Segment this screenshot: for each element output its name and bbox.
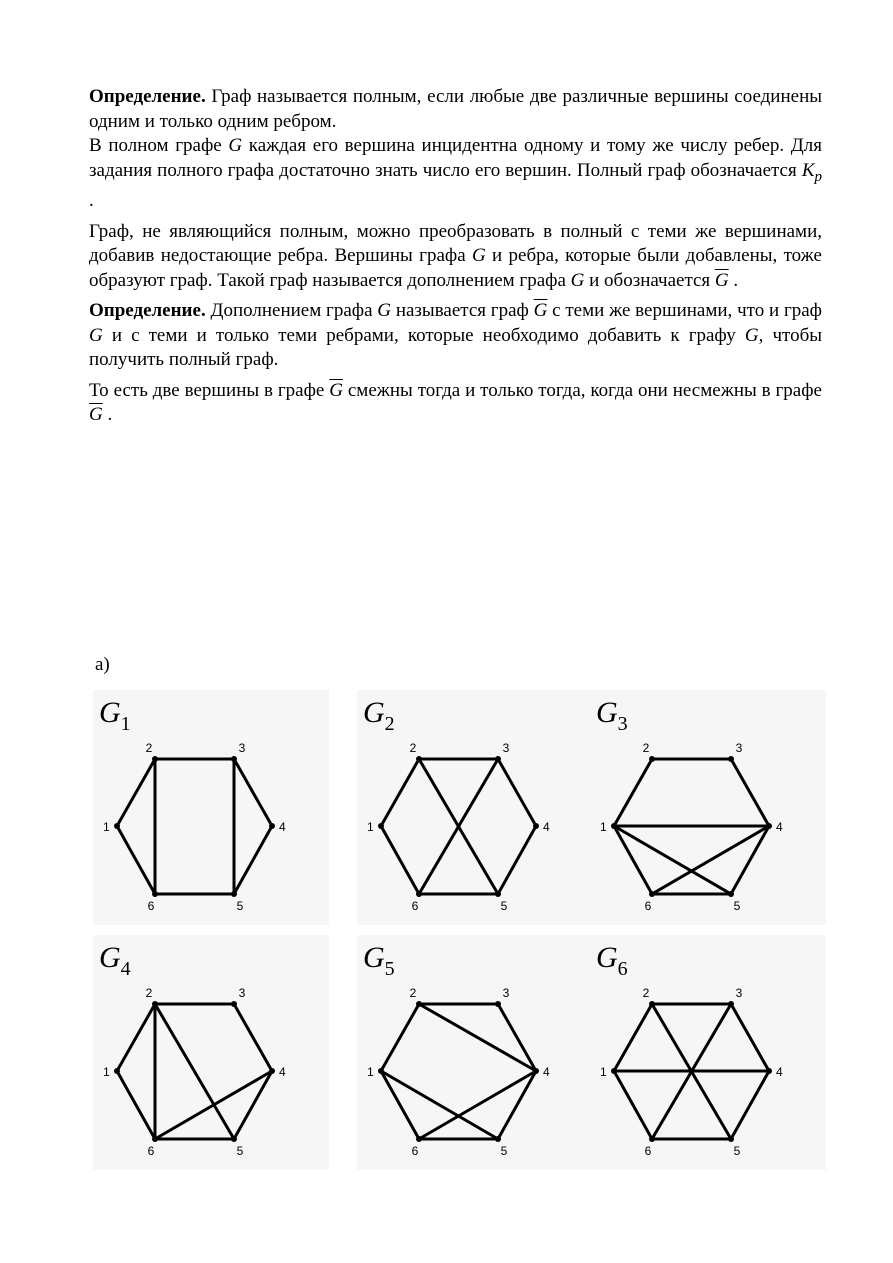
graph-title-index: 2	[384, 713, 395, 735]
graph-vertex-1	[114, 1068, 120, 1074]
vertex-label-6: 6	[644, 899, 652, 913]
vertex-label-4: 4	[776, 820, 783, 834]
text-span: каждая его вершина инцидентна одному и тому же числу ребер. Для задания полного графа достаточно знать число его вершин. Полный граф обозначается	[89, 135, 822, 181]
text-span: .	[102, 404, 113, 425]
text-span: с теми же вершинами, что и граф	[547, 300, 822, 321]
math-symbol-overline: $\overline{G}$	[714, 269, 729, 291]
graph-edge-6-1	[117, 1071, 155, 1139]
text-span: , чтобы получить полный граф.	[89, 324, 822, 370]
graph-vertex-5	[728, 891, 734, 897]
paragraph-complete-graph-definition	[89, 85, 822, 134]
text-span: и ребра, которые были добавлены, тоже образуют граф. Такой граф называется дополнением графа	[89, 245, 822, 291]
graph-edge-3-4	[234, 1004, 272, 1071]
math-symbol: G	[228, 135, 243, 156]
definition-heading: Определение.	[89, 86, 206, 107]
vertex-label-2: 2	[409, 741, 417, 755]
graph-drawing	[590, 935, 826, 1170]
graph-title-letter: G	[99, 941, 121, 974]
vertex-label-2: 2	[145, 986, 153, 1000]
math-symbol: G	[570, 269, 585, 291]
vertex-label-3: 3	[502, 986, 510, 1000]
text-span: и обозначается	[584, 269, 715, 291]
vertex-label-4: 4	[543, 1065, 550, 1079]
graph-edge-3-4	[731, 759, 769, 826]
text-span: и с теми и только теми ребрами, которые необходимо добавить к графу	[102, 324, 745, 346]
text-span: То есть две вершины в графе	[89, 379, 330, 401]
paragraph-complement-definition	[89, 299, 822, 373]
graph-vertex-3	[495, 1001, 501, 1007]
graph-vertex-4	[766, 823, 772, 829]
graph-title-index: 3	[617, 713, 628, 735]
vertex-label-1: 1	[367, 820, 374, 834]
vertex-label-6: 6	[147, 1144, 155, 1158]
vertex-label-4: 4	[543, 820, 550, 834]
graph-panel-1	[93, 690, 329, 925]
vertex-label-2: 2	[409, 986, 417, 1000]
vertex-label-5: 5	[500, 899, 508, 913]
vertex-label-1: 1	[103, 1065, 110, 1079]
graph-vertex-3	[231, 1001, 237, 1007]
graph-vertex-4	[269, 1068, 275, 1074]
figure-label: а)	[95, 654, 110, 675]
graph-edge-1-2	[381, 1004, 419, 1071]
graph-edge-1-2	[614, 1004, 652, 1071]
graph-drawing	[93, 690, 329, 925]
graph-edge-1-2	[117, 1004, 155, 1071]
graph-vertex-5	[728, 1136, 734, 1142]
graph-edge-1-2	[614, 759, 652, 826]
graph-vertex-2	[649, 756, 655, 762]
graph-vertex-3	[728, 756, 734, 762]
graph-vertex-4	[533, 823, 539, 829]
graph-edge-4-5	[498, 826, 536, 894]
graph-title-letter: G	[363, 696, 385, 729]
definition-heading: Определение.	[89, 300, 206, 321]
graph-edge-3-4	[731, 1004, 769, 1071]
vertex-label-4: 4	[776, 1065, 783, 1079]
graph-vertex-1	[114, 823, 120, 829]
graph-vertex-3	[728, 1001, 734, 1007]
graph-vertex-1	[378, 1068, 384, 1074]
text-span: называется граф	[391, 300, 534, 321]
graph-edge-3-4	[498, 759, 536, 826]
vertex-label-5: 5	[236, 1144, 244, 1158]
text-span: смежны тогда и только тогда, когда они несмежны в графе	[342, 379, 822, 401]
vertex-label-6: 6	[411, 899, 419, 913]
graph-vertex-6	[649, 1136, 655, 1142]
graph-title-index: 5	[384, 958, 395, 980]
text-span: В полном графе	[89, 135, 229, 156]
graph-vertex-6	[416, 1136, 422, 1142]
vertex-label-5: 5	[733, 899, 741, 913]
graph-edge-1-2	[381, 759, 419, 826]
graph-vertex-5	[231, 1136, 237, 1142]
math-symbol: G	[89, 324, 103, 346]
vertex-label-3: 3	[735, 986, 743, 1000]
math-symbol: K	[801, 159, 815, 181]
vertex-label-1: 1	[600, 1065, 607, 1079]
graph-edge-3-4	[234, 759, 272, 826]
definition-text	[89, 85, 822, 434]
graph-title-letter: G	[363, 941, 385, 974]
math-symbol-overline: $\overline{G}$	[533, 300, 548, 321]
math-symbol-overline: $\overline{G}$	[89, 404, 103, 425]
graph-vertex-2	[416, 756, 422, 762]
math-symbol: G	[471, 245, 486, 266]
graph-vertex-5	[495, 891, 501, 897]
vertex-label-6: 6	[147, 899, 155, 913]
math-subscript: p	[814, 168, 822, 185]
math-symbol-overline: $\overline{G}$	[329, 379, 343, 401]
graph-edge-4-5	[234, 826, 272, 894]
graph-vertex-1	[378, 823, 384, 829]
graph-title-index: 1	[120, 713, 131, 735]
vertex-label-4: 4	[279, 1065, 286, 1079]
graph-vertex-5	[231, 891, 237, 897]
graph-edge-6-1	[381, 826, 419, 894]
vertex-label-2: 2	[642, 741, 650, 755]
graph-panel-3	[590, 690, 826, 925]
graph-panel-6	[590, 935, 826, 1170]
graph-vertex-2	[152, 1001, 158, 1007]
text-span: .	[728, 269, 739, 291]
graph-title-index: 4	[120, 958, 131, 980]
graph-title-index: 6	[617, 958, 628, 980]
graph-drawing	[590, 690, 826, 925]
graph-edge-6-1	[614, 1071, 652, 1139]
graph-vertex-5	[495, 1136, 501, 1142]
paragraph-complement-intro	[89, 220, 822, 294]
graph-drawing	[93, 935, 329, 1170]
text-span: Граф, не являющийся полным, можно преобразовать в полный с теми же вершинами, добавив недостающие ребра. Вершины графа	[89, 220, 822, 266]
math-symbol: G	[744, 324, 759, 346]
graph-vertex-6	[649, 891, 655, 897]
vertex-label-3: 3	[502, 741, 510, 755]
text-span: Дополнением графа	[205, 300, 378, 321]
vertex-label-5: 5	[500, 1144, 508, 1158]
graph-panel-2	[357, 690, 593, 925]
paragraph-complement-adjacency	[89, 379, 822, 428]
graph-panel-5	[357, 935, 593, 1170]
graph-vertex-6	[152, 1136, 158, 1142]
text-span: .	[89, 190, 94, 211]
graph-vertex-4	[269, 823, 275, 829]
graph-edge-6-1	[117, 826, 155, 894]
vertex-label-6: 6	[411, 1144, 419, 1158]
graph-vertex-6	[416, 891, 422, 897]
graph-vertex-2	[152, 756, 158, 762]
graph-title-letter: G	[596, 696, 618, 729]
vertex-label-3: 3	[238, 986, 246, 1000]
vertex-label-5: 5	[236, 899, 244, 913]
vertex-label-5: 5	[733, 1144, 741, 1158]
graph-edge-4-5	[731, 1071, 769, 1139]
graph-vertex-2	[416, 1001, 422, 1007]
vertex-label-3: 3	[735, 741, 743, 755]
graph-panel-4	[93, 935, 329, 1170]
vertex-label-2: 2	[145, 741, 153, 755]
graph-vertex-1	[611, 823, 617, 829]
paragraph-complete-graph-notation	[89, 134, 822, 214]
graph-vertex-1	[611, 1068, 617, 1074]
graph-edge-2-5	[155, 1004, 234, 1139]
vertex-label-1: 1	[367, 1065, 374, 1079]
graph-vertex-4	[766, 1068, 772, 1074]
graph-drawing	[357, 935, 593, 1170]
text-span: Граф называется полным, если любые две различные вершины соединены одним и только одним ребром.	[89, 86, 822, 132]
graph-edge-1-2	[117, 759, 155, 826]
graph-vertex-3	[231, 756, 237, 762]
vertex-label-6: 6	[644, 1144, 652, 1158]
graph-title-letter: G	[596, 941, 618, 974]
graph-vertex-6	[152, 891, 158, 897]
graph-vertex-4	[533, 1068, 539, 1074]
graph-drawing	[357, 690, 593, 925]
vertex-label-3: 3	[238, 741, 246, 755]
vertex-label-1: 1	[600, 820, 607, 834]
math-symbol: G	[377, 300, 392, 321]
vertex-label-2: 2	[642, 986, 650, 1000]
graph-vertex-2	[649, 1001, 655, 1007]
vertex-label-4: 4	[279, 820, 286, 834]
vertex-label-1: 1	[103, 820, 110, 834]
graph-title-letter: G	[99, 696, 121, 729]
graph-vertex-3	[495, 756, 501, 762]
